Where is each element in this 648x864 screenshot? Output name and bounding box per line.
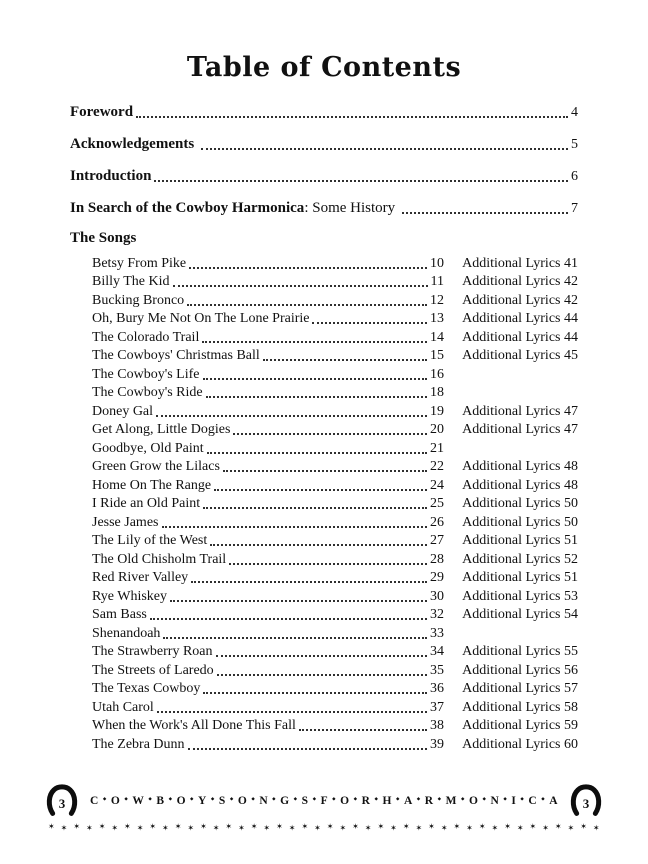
additional-lyrics-ref: Additional Lyrics 56 xyxy=(462,662,578,678)
banner-letter: O xyxy=(110,795,120,807)
song-entry xyxy=(92,626,444,642)
star-ornament-icon: ✶ xyxy=(238,823,245,833)
footer-page-number-left: 3 xyxy=(58,795,66,811)
songs-list xyxy=(92,253,578,753)
star-ornament-icon: ✶ xyxy=(73,822,81,831)
song-entry xyxy=(92,607,444,623)
banner-letter: G xyxy=(280,795,290,807)
star-ornament-icon: ✶ xyxy=(212,823,220,833)
star-ornament-icon: ✶ xyxy=(554,822,562,831)
toc-entry-label: Acknowledgements xyxy=(70,136,195,152)
additional-lyrics-ref: Additional Lyrics 45 xyxy=(462,348,578,363)
song-page: 28 xyxy=(430,551,444,567)
song-title: The Cowboy's Ride xyxy=(92,385,203,400)
song-title: Betsy From Pike xyxy=(92,255,187,271)
banner-letter: O xyxy=(176,795,186,807)
star-ornament-icon: ✶ xyxy=(504,822,511,831)
dotted-leader xyxy=(229,563,427,565)
diamond-separator-icon: ◆ xyxy=(293,796,298,802)
song-entry xyxy=(92,478,444,494)
banner-letter: R xyxy=(424,795,434,807)
dotted-leader xyxy=(170,600,427,602)
dotted-leader xyxy=(189,267,427,269)
song-title: Get Along, Little Dogies xyxy=(92,422,231,437)
dotted-leader xyxy=(156,415,427,417)
song-row xyxy=(92,475,578,494)
star-ornament-icon: ✶ xyxy=(390,823,397,833)
diamond-separator-icon: ◆ xyxy=(124,796,128,802)
banner-letter: W xyxy=(132,795,144,807)
star-ornament-icon: ✶ xyxy=(187,823,195,833)
star-ornament-icon: ✶ xyxy=(567,823,575,833)
star-ornament-icon: ✶ xyxy=(592,823,600,833)
diamond-separator-icon: ◆ xyxy=(353,796,358,802)
additional-lyrics-ref: Additional Lyrics 51 xyxy=(462,570,578,585)
star-ornament-icon: ✶ xyxy=(453,822,461,831)
banner-letter: S xyxy=(218,795,226,807)
horseshoe-icon-right xyxy=(570,783,602,819)
song-row xyxy=(92,660,578,679)
toc-entry-label: Introduction xyxy=(70,168,152,184)
song-entry xyxy=(92,718,444,734)
star-ornament-icon: ✶ xyxy=(326,822,334,831)
song-entry xyxy=(92,681,444,697)
song-entry xyxy=(92,737,444,753)
star-ornament-icon: ✶ xyxy=(339,823,347,833)
dotted-leader xyxy=(187,304,427,306)
banner-letter: N xyxy=(490,795,499,807)
front-matter-list xyxy=(70,102,578,217)
star-ornament-icon: ✶ xyxy=(60,823,68,833)
star-ornament-icon: ✶ xyxy=(225,822,233,831)
star-ornament-icon: ✶ xyxy=(162,823,169,833)
diamond-separator-icon: ◆ xyxy=(229,796,234,802)
dotted-leader xyxy=(157,711,427,713)
song-page: 24 xyxy=(430,477,444,493)
banner-letter: O xyxy=(340,795,350,807)
song-row xyxy=(92,586,578,605)
dotted-leader xyxy=(223,470,427,472)
song-row xyxy=(92,716,578,735)
song-row xyxy=(92,512,578,531)
song-row xyxy=(92,346,578,365)
diamond-separator-icon: ◆ xyxy=(395,796,400,802)
star-ornament-icon: ✶ xyxy=(314,823,321,833)
song-title: Home On The Range xyxy=(92,477,212,493)
song-title: The Cowboy's Life xyxy=(92,366,200,382)
banner-letter: Y xyxy=(198,795,207,807)
dotted-leader xyxy=(312,322,427,324)
star-ornament-icon: ✶ xyxy=(542,823,549,833)
song-row xyxy=(92,327,578,346)
song-row xyxy=(92,364,578,383)
song-entry xyxy=(92,274,444,290)
song-page: 19 xyxy=(430,403,444,419)
star-ornament-icon: ✶ xyxy=(491,823,499,833)
song-entry xyxy=(92,496,444,512)
song-title: Jesse James xyxy=(92,514,159,530)
additional-lyrics-ref: Additional Lyrics 53 xyxy=(462,588,578,604)
song-row xyxy=(92,457,578,476)
diamond-separator-icon: ◆ xyxy=(102,796,107,802)
star-ornament-icon: ✶ xyxy=(352,822,359,831)
song-page: 22 xyxy=(430,459,444,474)
star-ornament-icon: ✶ xyxy=(200,822,207,831)
star-ornament-icon: ✶ xyxy=(276,822,283,831)
song-entry xyxy=(92,441,444,457)
footer-page-number-right: 3 xyxy=(582,795,590,811)
additional-lyrics-ref: Additional Lyrics 59 xyxy=(462,718,578,733)
song-entry xyxy=(92,515,444,531)
dotted-leader xyxy=(203,378,427,380)
song-row xyxy=(92,642,578,661)
dotted-leader xyxy=(162,526,428,528)
star-ornament-icon: ✶ xyxy=(263,823,271,833)
song-title: Sam Bass xyxy=(92,607,147,622)
additional-lyrics-ref: Additional Lyrics 58 xyxy=(462,699,578,715)
song-row xyxy=(92,383,578,402)
song-entry xyxy=(92,533,444,549)
additional-lyrics-ref: Additional Lyrics 54 xyxy=(462,607,578,622)
song-title: Oh, Bury Me Not On The Lone Prairie xyxy=(92,311,310,326)
star-ornament-icon: ✶ xyxy=(111,823,119,833)
star-ornament-icon: ✶ xyxy=(478,822,486,831)
additional-lyrics-ref: Additional Lyrics 50 xyxy=(462,496,578,511)
diamond-separator-icon: ◆ xyxy=(461,796,465,802)
diamond-separator-icon: ◆ xyxy=(503,796,507,802)
dotted-leader xyxy=(201,148,568,150)
song-entry xyxy=(92,367,444,383)
song-page: 15 xyxy=(430,348,444,363)
song-page: 33 xyxy=(430,625,444,641)
song-page: 35 xyxy=(430,662,444,678)
song-title: Utah Carol xyxy=(92,699,154,715)
additional-lyrics-ref: Additional Lyrics 47 xyxy=(462,403,578,419)
song-page: 29 xyxy=(430,570,444,585)
song-page: 37 xyxy=(430,699,444,715)
toc-entry-page: 4 xyxy=(571,105,578,120)
diamond-separator-icon: ◆ xyxy=(482,796,486,802)
song-page: 26 xyxy=(430,514,444,530)
song-entry xyxy=(92,589,444,605)
dotted-leader xyxy=(188,748,427,750)
star-ornament-icon: ✶ xyxy=(377,822,385,831)
star-ornament-icon: ✶ xyxy=(364,823,372,833)
song-entry xyxy=(92,552,444,568)
song-page: 30 xyxy=(430,588,444,604)
star-ornament-icon: ✶ xyxy=(402,822,410,831)
additional-lyrics-ref: Additional Lyrics 48 xyxy=(462,459,578,474)
song-title: I Ride an Old Paint xyxy=(92,496,201,511)
dotted-leader xyxy=(163,637,427,639)
dotted-leader xyxy=(206,396,427,398)
banner-letter: B xyxy=(156,795,165,807)
dotted-leader xyxy=(150,618,427,620)
song-page: 39 xyxy=(430,736,444,752)
additional-lyrics-ref: Additional Lyrics 60 xyxy=(462,736,578,752)
song-entry xyxy=(92,256,444,272)
star-ornament-icon: ✶ xyxy=(415,823,423,833)
song-title: The Streets of Laredo xyxy=(92,662,214,678)
song-page: 38 xyxy=(430,718,444,733)
song-row xyxy=(92,420,578,439)
diamond-separator-icon: ◆ xyxy=(190,796,194,802)
banner-letter: S xyxy=(301,795,309,807)
dotted-leader xyxy=(263,359,427,361)
banner-letter: O xyxy=(237,795,247,807)
song-entry xyxy=(92,644,444,660)
diamond-separator-icon: ◆ xyxy=(332,796,336,802)
star-ornament-icon: ✶ xyxy=(466,823,473,833)
song-row xyxy=(92,531,578,550)
banner-letter: M xyxy=(445,795,457,807)
song-row xyxy=(92,309,578,328)
additional-lyrics-ref: Additional Lyrics 55 xyxy=(462,644,578,659)
dotted-leader xyxy=(203,692,427,694)
song-page: 14 xyxy=(430,329,444,345)
diamond-separator-icon: ◆ xyxy=(210,796,215,802)
dotted-leader xyxy=(191,581,427,583)
toc-entry xyxy=(70,134,578,153)
song-entry xyxy=(92,330,444,346)
toc-entry xyxy=(70,166,578,185)
dotted-leader xyxy=(202,341,427,343)
toc-entry xyxy=(70,198,578,217)
song-row xyxy=(92,438,578,457)
banner-letter: I xyxy=(511,795,516,807)
song-entry xyxy=(92,422,444,438)
diamond-separator-icon: ◆ xyxy=(148,796,152,802)
song-page: 36 xyxy=(430,681,444,696)
song-row xyxy=(92,494,578,513)
diamond-separator-icon: ◆ xyxy=(168,796,173,802)
dotted-leader xyxy=(299,729,427,731)
star-ornament-icon: ✶ xyxy=(288,823,296,833)
song-title: Shenandoah xyxy=(92,625,161,641)
song-row xyxy=(92,549,578,568)
song-title: The Texas Cowboy xyxy=(92,681,201,696)
star-ornament-icon: ✶ xyxy=(174,822,182,831)
additional-lyrics-ref: Additional Lyrics 44 xyxy=(462,311,578,326)
banner-letter: R xyxy=(361,795,370,807)
star-ornament-icon: ✶ xyxy=(98,822,106,831)
toc-entry-label: Foreword xyxy=(70,104,134,120)
song-page: 21 xyxy=(430,440,444,456)
song-title: Doney Gal xyxy=(92,403,154,419)
toc-entry-page: 5 xyxy=(571,137,578,152)
star-ornament-icon: ✶ xyxy=(440,823,448,833)
toc-entry xyxy=(70,102,578,121)
song-page: 32 xyxy=(430,607,444,622)
song-row xyxy=(92,679,578,698)
toc-entry-page: 6 xyxy=(571,169,578,184)
song-row xyxy=(92,568,578,587)
song-page: 20 xyxy=(430,422,444,437)
song-title: The Strawberry Roan xyxy=(92,644,213,659)
song-title: The Old Chisholm Trail xyxy=(92,551,227,567)
song-title: Rye Whiskey xyxy=(92,588,168,604)
dotted-leader xyxy=(210,544,427,546)
diamond-separator-icon: ◆ xyxy=(437,796,442,802)
diamond-separator-icon: ◆ xyxy=(416,796,421,802)
star-ornament-icon: ✶ xyxy=(580,822,587,831)
dotted-leader xyxy=(154,180,568,182)
song-title: Green Grow the Lilacs xyxy=(92,459,220,474)
song-page: 27 xyxy=(430,533,444,548)
additional-lyrics-ref: Additional Lyrics 44 xyxy=(462,329,578,345)
star-ornament-icon: ✶ xyxy=(301,822,309,831)
song-entry xyxy=(92,404,444,420)
dotted-leader xyxy=(207,452,427,454)
additional-lyrics-ref: Additional Lyrics 47 xyxy=(462,422,578,437)
song-row xyxy=(92,697,578,716)
song-row xyxy=(92,605,578,624)
song-page: 16 xyxy=(430,366,444,382)
dotted-leader xyxy=(214,489,427,491)
song-entry xyxy=(92,663,444,679)
star-ornament-icon: ✶ xyxy=(48,822,55,831)
song-row xyxy=(92,290,578,309)
footer-banner-text xyxy=(78,795,570,807)
star-ornament-icon: ✶ xyxy=(124,822,131,831)
song-title: The Zebra Dunn xyxy=(92,736,185,752)
banner-letter: C xyxy=(90,795,99,807)
banner-letter: A xyxy=(549,795,558,807)
song-entry xyxy=(92,570,444,586)
horseshoe-icon-left xyxy=(46,783,78,819)
song-page: 13 xyxy=(430,311,444,326)
toc-entry-suffix: : Some History xyxy=(304,200,399,216)
song-entry xyxy=(92,348,444,364)
song-page: 34 xyxy=(430,644,444,659)
song-title: The Cowboys' Christmas Ball xyxy=(92,348,260,363)
song-entry xyxy=(92,293,444,309)
toc-entry-page: 7 xyxy=(571,201,578,216)
additional-lyrics-ref: Additional Lyrics 57 xyxy=(462,681,578,696)
diamond-separator-icon: ◆ xyxy=(251,796,255,802)
song-title: Bucking Bronco xyxy=(92,292,185,308)
dotted-leader xyxy=(233,433,427,435)
dotted-leader xyxy=(402,212,568,214)
diamond-separator-icon: ◆ xyxy=(374,796,378,802)
dotted-leader xyxy=(216,655,427,657)
song-page: 18 xyxy=(430,385,444,400)
songs-heading: The Songs xyxy=(70,230,137,246)
star-ornament-icon: ✶ xyxy=(149,822,157,831)
song-row xyxy=(92,734,578,753)
song-page: 11 xyxy=(430,274,444,289)
diamond-separator-icon: ◆ xyxy=(272,796,276,802)
song-title: Red River Valley xyxy=(92,570,189,585)
additional-lyrics-ref: Additional Lyrics 51 xyxy=(462,533,578,548)
song-page: 25 xyxy=(430,496,444,511)
song-title: The Lily of the West xyxy=(92,533,208,548)
footer-banner-row xyxy=(46,783,602,819)
toc-entry-suffix xyxy=(194,136,198,153)
banner-letter: N xyxy=(259,795,268,807)
song-entry xyxy=(92,385,444,401)
star-ornament-icon: ✶ xyxy=(516,823,524,833)
diamond-separator-icon: ◆ xyxy=(312,796,317,802)
additional-lyrics-ref: Additional Lyrics 48 xyxy=(462,477,578,493)
additional-lyrics-ref: Additional Lyrics 52 xyxy=(462,551,578,567)
additional-lyrics-ref: Additional Lyrics 50 xyxy=(462,514,578,530)
star-ornament-icon: ✶ xyxy=(428,822,435,831)
star-ornament-icon: ✶ xyxy=(136,823,144,833)
song-title: The Colorado Trail xyxy=(92,329,200,345)
dotted-leader xyxy=(173,285,428,287)
song-row xyxy=(92,272,578,291)
song-page: 10 xyxy=(430,255,444,271)
star-ornament-icon: ✶ xyxy=(86,823,93,833)
page-title: Table of Contents xyxy=(186,52,462,83)
dotted-leader xyxy=(136,116,568,118)
song-title: Goodbye, Old Paint xyxy=(92,440,204,456)
song-title: When the Work's All Done This Fall xyxy=(92,718,296,733)
banner-letter: A xyxy=(403,795,413,807)
song-title: Billy The Kid xyxy=(92,274,170,289)
diamond-separator-icon: ◆ xyxy=(520,796,524,802)
song-entry xyxy=(92,311,444,327)
dotted-leader xyxy=(217,674,427,676)
additional-lyrics-ref: Additional Lyrics 41 xyxy=(462,255,578,271)
diamond-separator-icon: ◆ xyxy=(541,796,545,802)
additional-lyrics-ref: Additional Lyrics 42 xyxy=(462,274,578,289)
page-footer xyxy=(46,783,602,832)
banner-letter: F xyxy=(320,795,328,807)
song-row xyxy=(92,623,578,642)
additional-lyrics-ref: Additional Lyrics 42 xyxy=(462,292,578,308)
song-entry xyxy=(92,700,444,716)
dotted-leader xyxy=(203,507,427,509)
star-ornament-border xyxy=(46,822,602,832)
song-page: 12 xyxy=(430,292,444,308)
star-ornament-icon: ✶ xyxy=(529,822,537,831)
song-entry xyxy=(92,459,444,475)
toc-entry-label: In Search of the Cowboy Harmonica xyxy=(70,200,305,216)
song-row xyxy=(92,253,578,272)
song-row xyxy=(92,401,578,420)
banner-letter: H xyxy=(382,795,392,807)
banner-letter: C xyxy=(528,795,537,807)
star-ornament-icon: ✶ xyxy=(250,822,258,831)
banner-letter: O xyxy=(469,795,478,807)
